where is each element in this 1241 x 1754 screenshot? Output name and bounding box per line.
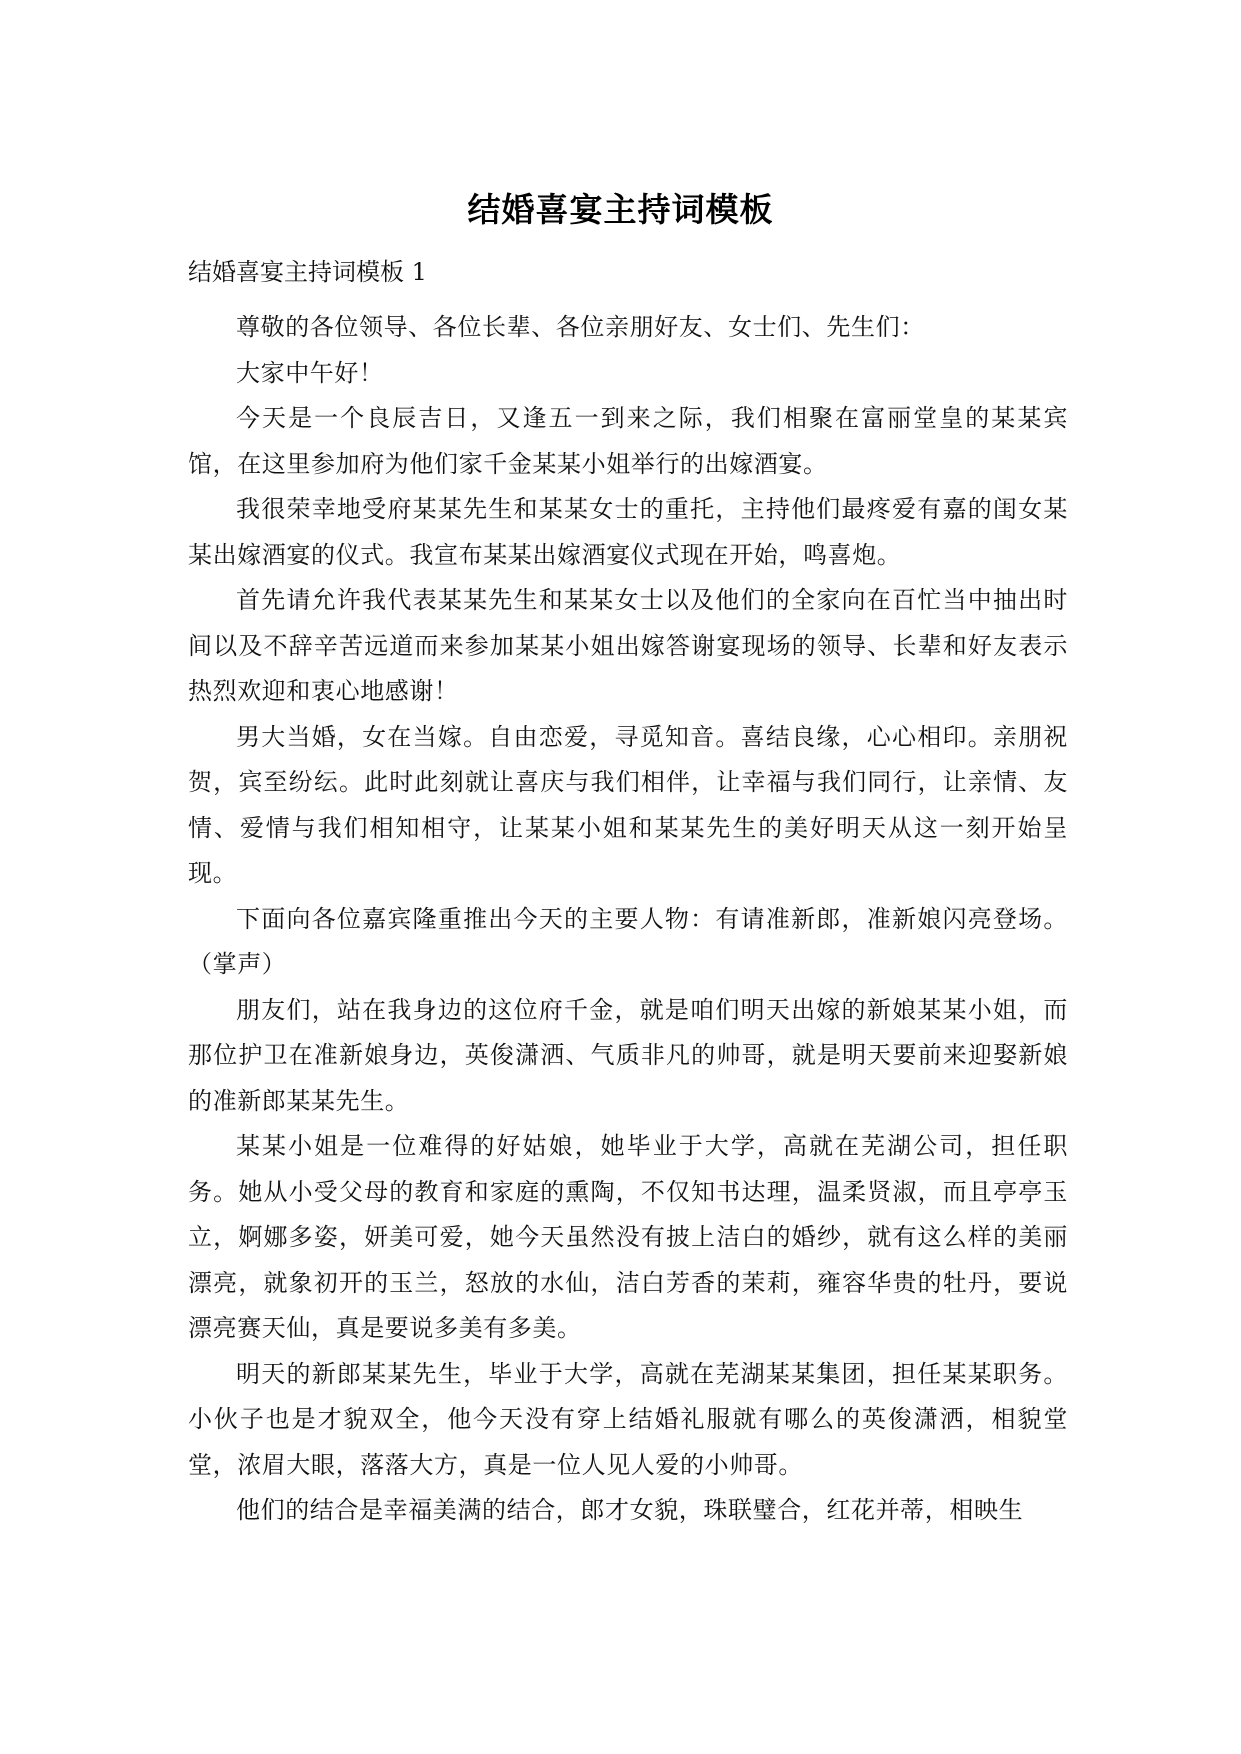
paragraph-salutation: 尊敬的各位领导、各位长辈、各位亲朋好友、女士们、先生们： xyxy=(236,313,925,341)
document-body xyxy=(188,305,1068,1534)
section-heading: 结婚喜宴主持词模板 1 xyxy=(188,258,427,286)
paragraph: 某某小姐是一位难得的好姑娘，她毕业于大学，高就在芜湖公司，担任职务。她从小受父母的教育和家庭的熏陶，不仅知书达理，温柔贤淑，而且亭亭玉立，婀娜多姿，妍美可爱，她今天虽然没有披上洁白的婚纱，就有这么样的美丽漂亮，就象初开的玉兰，怒放的水仙，洁白芳香的茉莉，雍容华贵的牡丹，要说漂亮赛天仙，真是要说多美有多美。 xyxy=(188,1132,1068,1342)
paragraph: 明天的新郎某某先生，毕业于大学，高就在芜湖某某集团，担任某某职务。小伙子也是才貌双全，他今天没有穿上结婚礼服就有哪么的英俊潇洒，相貌堂堂，浓眉大眼，落落大方，真是一位人见人爱的小帅哥。 xyxy=(188,1359,1068,1479)
paragraph: 首先请允许我代表某某先生和某某女士以及他们的全家向在百忙当中抽出时间以及不辞辛苦远道而来参加某某小姐出嫁答谢宴现场的领导、长辈和好友表示热烈欢迎和衷心地感谢！ xyxy=(188,586,1068,705)
document-title: 结婚喜宴主持词模板 xyxy=(467,190,774,229)
paragraph: 我很荣幸地受府某某先生和某某女士的重托，主持他们最疼爱有嘉的闺女某某出嫁酒宴的仪式。我宣布某某出嫁酒宴仪式现在开始，鸣喜炮。 xyxy=(188,495,1068,569)
paragraph: 他们的结合是幸福美满的结合，郎才女貌，珠联璧合，红花并蒂，相映生 xyxy=(236,1496,1024,1524)
paragraph-greeting: 大家中午好！ xyxy=(236,358,384,387)
paragraph: 朋友们，站在我身边的这位府千金，就是咱们明天出嫁的新娘某某小姐，而那位护卫在准新娘身边，英俊潇洒、气质非凡的帅哥，就是明天要前来迎娶新娘的准新郎某某先生。 xyxy=(188,995,1068,1115)
paragraph: 下面向各位嘉宾隆重推出今天的主要人物：有请准新郎，准新娘闪亮登场。（掌声） xyxy=(188,904,1068,978)
paragraph: 男大当婚，女在当嫁。自由恋爱，寻觅知音。喜结良缘，心心相印。亲朋祝贺，宾至纷纭。此时此刻就让喜庆与我们相伴，让幸福与我们同行，让亲情、友情、爱情与我们相知相守，让某某小姐和某某先生的美好明天从这一刻开始呈现。 xyxy=(188,722,1068,887)
paragraph: 今天是一个良辰吉日，又逢五一到来之际，我们相聚在富丽堂皇的某某宾馆，在这里参加府为他们家千金某某小姐举行的出嫁酒宴。 xyxy=(188,404,1068,478)
